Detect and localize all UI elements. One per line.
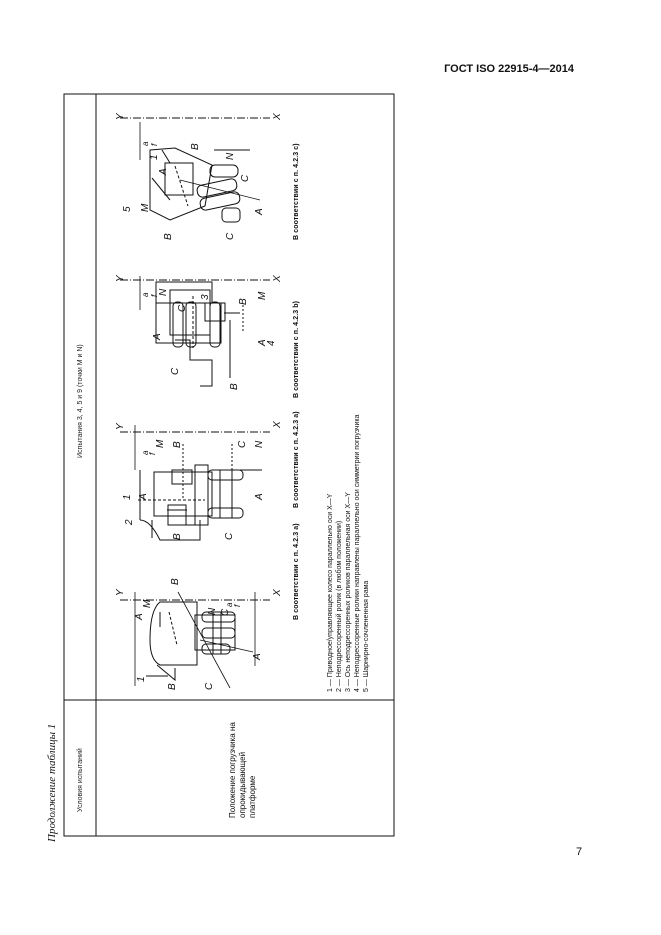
figure-3 [120, 276, 270, 386]
label-point-c: C [220, 608, 231, 616]
label-point-m: M [257, 291, 268, 300]
label-point-b: B [238, 298, 249, 305]
label-point-a: A [158, 168, 169, 175]
label-point-m: M [140, 203, 151, 212]
label-num-1: 1 [136, 676, 147, 682]
label-point-a: A [134, 613, 145, 620]
label-point-a: A [152, 333, 163, 340]
label-num-1: 1 [122, 494, 133, 500]
label-point-a: A [254, 493, 265, 500]
label-point-b: B [163, 233, 174, 240]
label-point-c: C [177, 304, 188, 312]
column-header-tests: Испытания 3, 4, 5 и 9 (точки M и N) [77, 344, 84, 458]
label-point-b: B [170, 578, 181, 585]
label-num-1: 1 [149, 154, 160, 160]
label-point-b: B [190, 143, 201, 150]
label-dim-f: f [150, 143, 159, 146]
label-point-b: B [167, 683, 178, 690]
label-dim-f: f [148, 452, 157, 455]
label-point-b: B [172, 533, 183, 540]
label-point-c: C [237, 440, 248, 448]
label-axis-y: Y [115, 275, 126, 282]
label-dim-a: a [225, 602, 234, 607]
label-point-b: B [172, 441, 183, 448]
label-axis-x: X [272, 275, 283, 282]
figure-caption-1: В соответствии с п. 4.2.3 а) [293, 523, 300, 620]
label-point-c: C [225, 232, 236, 240]
legend-item: 3 — Ось неподрессоренных роликов параллельная оси X—Y [345, 492, 352, 692]
label-point-n: N [207, 607, 218, 615]
legend-item: 2 — Неподрессоренный ролик (в любом положении) [336, 520, 343, 692]
figure-caption-3: В соответствии с п. 4.2.3 b) [293, 300, 300, 398]
label-point-a: A [252, 653, 263, 660]
continuation-label: Продолжение таблицы 1 [46, 723, 58, 842]
legend-item: 5 — Шарнирно-сочлененная рама [363, 580, 370, 692]
label-num-3: 3 [200, 294, 211, 300]
label-point-a: A [257, 339, 268, 346]
standard-code: ГОСТ ISO 22915-4—2014 [444, 63, 574, 75]
label-point-n: N [158, 288, 169, 296]
label-point-c: C [240, 174, 251, 182]
legend-item: 4 — Неподрессоренные ролики направлены параллельно оси симметрии погрузчика [354, 414, 361, 692]
label-dim-a: a [141, 141, 150, 146]
label-point-a: A [254, 208, 265, 215]
label-point-b: B [229, 383, 240, 390]
label-axis-x: X [272, 113, 283, 120]
figure-caption-4: В соответствии с п. 4.2.3 с) [293, 143, 300, 240]
label-point-c: C [204, 682, 215, 690]
label-axis-x: X [272, 421, 283, 428]
label-dim-a: a [141, 450, 150, 455]
label-axis-y: Y [115, 589, 126, 596]
label-dim-a: a [141, 292, 150, 297]
page-number: 7 [576, 846, 583, 858]
legend-item: 1 — Приводное/управляющее колесо параллельно оси X—Y [327, 493, 334, 692]
label-point-n: N [225, 152, 236, 160]
label-num-4: 4 [266, 340, 277, 346]
figure-caption-2: В соответствии с п. 4.2.3 а) [293, 411, 300, 508]
figure-labels [115, 112, 283, 690]
label-axis-y: Y [115, 423, 126, 430]
test-condition-text: Положение погрузчика на опрокидывающей платформе [228, 722, 257, 818]
label-axis-x: X [272, 589, 283, 596]
label-point-c: C [170, 367, 181, 375]
label-point-n: N [254, 440, 265, 448]
label-axis-y: Y [115, 113, 126, 120]
label-num-5: 5 [122, 206, 133, 212]
label-point-m: M [142, 599, 153, 608]
label-point-c: C [224, 532, 235, 540]
label-dim-f: f [233, 604, 242, 607]
label-point-m: M [155, 439, 166, 448]
label-dim-f: f [150, 294, 159, 297]
label-num-2: 2 [124, 519, 135, 525]
label-point-a: A [138, 493, 149, 500]
column-header-conditions: Условия испытаний [77, 748, 84, 812]
